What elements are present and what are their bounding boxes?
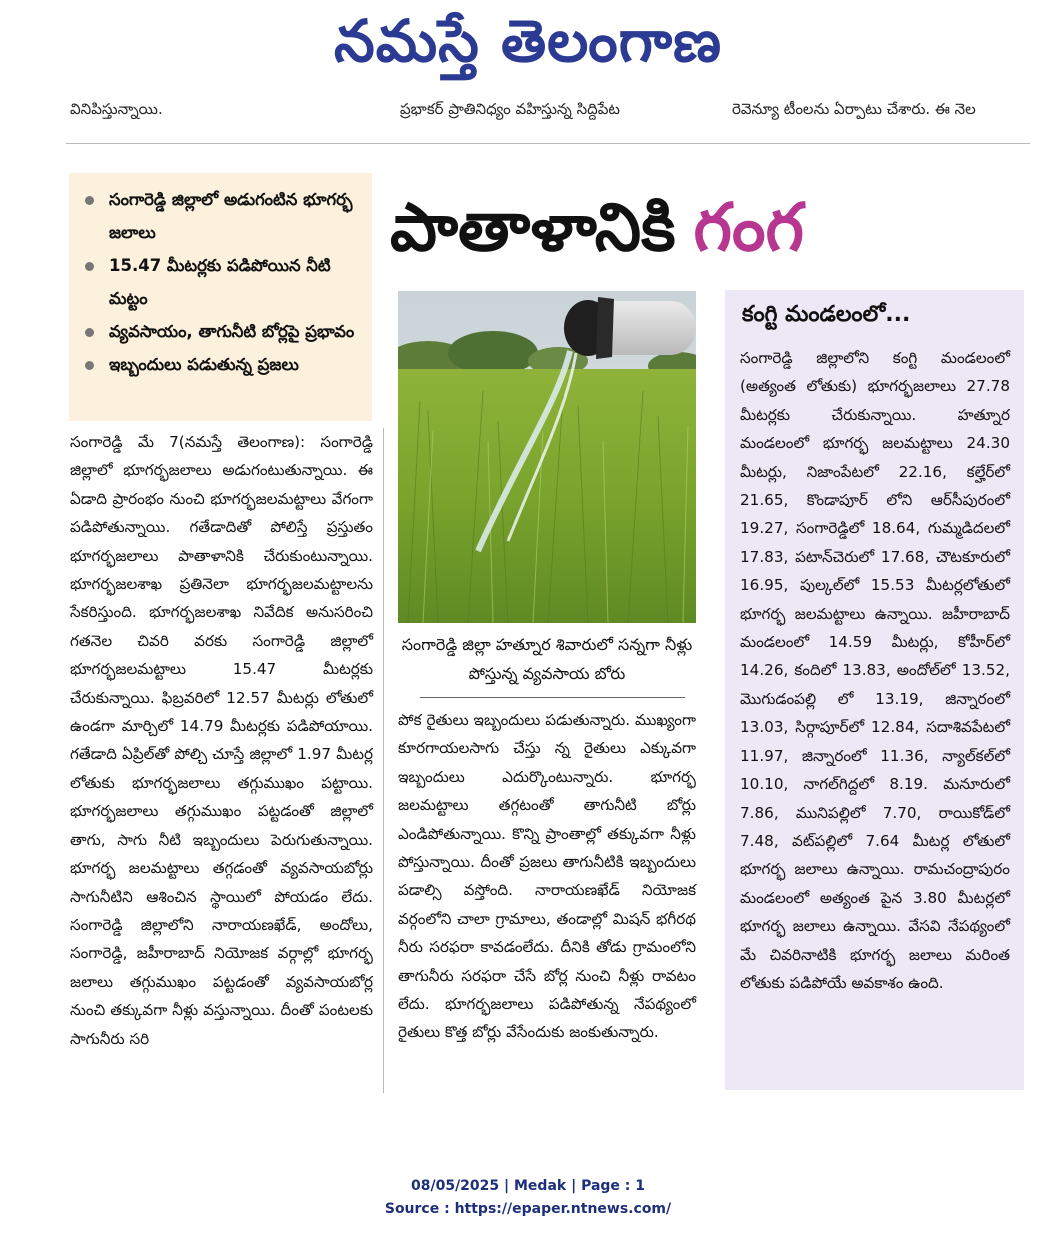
highlights-box bbox=[69, 173, 372, 421]
top-strip-right: రెవెన్యూ టీంలను ఏర్పాటు చేశారు. ఈ నెల bbox=[732, 100, 976, 118]
sidebar-title: కంగ్టి మండలంలో... bbox=[742, 302, 911, 327]
masthead: నమస్తే తెలంగాణ bbox=[334, 7, 722, 75]
article-text: సంగారెడ్డి మే 7(నమస్తే తెలంగాణ): సంగారెడ్డి జిల్లాలో భూగర్భజలాలు అడుగంటుతున్నాయి. ఈ ఏడాది ప్రారంభం నుంచి భూగర్భజలమట్టాలు వేగంగా పడిపోతున్నాయి. గతేడాదితో పోలిస్తే ప్రస్తుతం భూగర్భజలాలు పాతాళానికి చేరుకుంటున్నాయి. భూగర్భజలశాఖ ప్రతినెలా భూగర్భజలమట్టాలను సేకరిస్తుంది. భూగర్భజలశాఖ నివేదిక అనుసరించి గతనెల చివరి వరకు సంగారెడ్డి జిల్లాలో భూగర్భజలమట్టాలు 15.47 మీటర్లకు చేరుకున్నాయి. ఫిబ్రవరిలో 12.57 మీటర్లు లోతులో ఉండగా మార్చిలో 14.79 మీటర్లకు పడిపోయాయి. గతేడాది ఏప్రిల్‌తో పోల్చి చూస్తే జిల్లాలో 1.97 మీటర్ల లోతుకు భూగర్భజలాలు తగ్గుముఖం పట్టాయి. భూగర్భజలాలు తగ్గుముఖం పట్టడంతో జిల్లాలో తాగు, సాగు నీటి ఇబ్బందులు పెరుగుతున్నాయి. భూగర్భ జలమట్టాలు తగ్గడంతో వ్యవసాయబోర్లు సాగునీటిని ఆశించిన స్థాయిలో పోయడం లేదు. సంగారెడ్డి జిల్లాలోని నారాయణఖేడ్, అందోలు, సంగారెడ్డి, జహీరాబాద్ నియోజక వర్గాల్లో భూగర్భ జలాలు తగ్గుముఖం పట్టడంతో వ్యవసాయబోర్ల నుంచి తక్కువగా నీళ్లు వస్తున్నాయి. దీంతో పంటలకు సాగునీరు సరి bbox=[70, 433, 373, 1048]
article-column-2 bbox=[398, 706, 696, 1047]
footer-date-edition: 08/05/2025 | Medak | Page : 1 bbox=[410, 1178, 646, 1194]
top-strip-middle: ప్రభాకర్ ప్రాతినిధ్యం వహిస్తున్న సిద్దిపేట bbox=[400, 100, 621, 118]
article-column-1 bbox=[70, 428, 373, 1053]
top-divider bbox=[66, 143, 1030, 144]
caption-divider bbox=[420, 697, 685, 698]
article-text: పోక రైతులు ఇబ్బందులు పడుతున్నారు. ముఖ్యంగా కూరగాయలసాగు చేస్తు న్న రైతులు ఎక్కువగా ఇబ్బందులు ఎదుర్కొంటున్నారు. భూగర్భ జలమట్టాలు తగ్గటంతో తాగునీటి బోర్లు ఎండిపోతున్నాయి. కొన్ని ప్రాంతాల్లో తక్కువగా నీళ్లు పోస్తున్నాయి. దీంతో ప్రజలు తాగునీటికి ఇబ్బందులు పడాల్సి వస్తోంది. నారాయణఖేడ్ నియోజక వర్గంలోని చాలా గ్రామాలు, తండాల్లో మిషన్ భగీరథ నీరు సరఫరా కావడంలేదు. దీనికి తోడు గ్రామంలోని తాగునీరు సరఫరా చేసే బోర్ల నుంచి నీళ్లు రావటం లేదు. భూగర్భజలాలు పడిపోతున్న నేపథ్యంలో రైతులు కొత్త బోర్లు వేసేందుకు జంకుతున్నారు. bbox=[398, 711, 696, 1042]
paddy-field-photo bbox=[398, 291, 696, 623]
highlight-item: ఇబ్బందులు పడుతున్న ప్రజలు bbox=[83, 348, 372, 381]
highlight-item: వ్యవసాయం, తాగునీటి బోర్లపై ప్రభావం bbox=[83, 315, 372, 348]
footer-source: Source : https://epaper.ntnews.com/ bbox=[384, 1201, 672, 1217]
sidebar-text: సంగారెడ్డి జిల్లాలోని కంగ్టి మండలంలో (అత్యంత లోతుకు) భూగర్భజలాలు 27.78 మీటర్లకు చేరుకున్నాయి. హత్నూర మండలంలో భూగర్భ జలమట్టాలు 24.30 మీటర్లు, నిజాంపేటలో 22.16, కల్హేర్‌లో 21.65, కొండాపూర్ లోని ఆర్‌సీపురంలో 19.27, సంగారెడ్డిలో 18.64, గుమ్మడిదలలో 17.83, పటాన్‌చెరులో 17.68, చౌటకూరులో 16.95, పుల్కల్‌లో 15.53 మీటర్లలోతులో భూగర్భ జలమట్టాలు ఉన్నాయి. జహీరాబాద్ మండలంలో 14.59 మీటర్లు, కోహీర్‌లో 14.26, కందిలో 13.83, అందోల్‌లో 13.52, మొగుడంపల్లి లో 13.19, జిన్నారంలో 13.03, సిర్గాపూర్‌లో 12.84, సదాశివపేటలో 11.97, జిన్నారంలో 11.36, న్యాల్‌కల్‌లో 10.10, నాగల్‌గిద్దలో 8.19. మనూరులో 7.86, మునిపల్లిలో 7.70, రాయికోడ్‌లో 7.48, వట్‌పల్లిలో 7.64 మీటర్ల లోతులో భూగర్భ జలాలు ఉన్నాయి. రామచంద్రాపురం మండలంలో అత్యంత పైన 3.80 మీటర్లలో భూగర్భ జలాలు ఉన్నాయి. వేసవి నేపథ్యంలో మే చివరినాటికి భూగర్భ జలాలు మరింత లోతుకు పడిపోయే అవకాశం ఉంది. bbox=[740, 349, 1010, 992]
paddy-field-illustration bbox=[398, 291, 696, 623]
headline-part2: గంగ bbox=[693, 189, 804, 266]
sidebar-text-block bbox=[740, 344, 1010, 997]
headline-part1: పాతాళానికి bbox=[390, 189, 676, 266]
top-strip-left: వినిపిస్తున్నాయి. bbox=[70, 100, 163, 118]
highlight-item: 15.47 మీటర్లకు పడిపోయిన నీటి మట్టం bbox=[83, 249, 372, 315]
photo-caption: సంగారెడ్డి జిల్లా హత్నూర శివారులో సన్నగా నీళ్లు పోస్తున్న వ్యవసాయ బోరు bbox=[401, 635, 693, 683]
headline bbox=[390, 178, 804, 278]
column-divider bbox=[383, 428, 384, 1093]
highlight-item: సంగారెడ్డి జిల్లాలో అడుగంటిన భూగర్భ జలాలు bbox=[83, 183, 372, 249]
